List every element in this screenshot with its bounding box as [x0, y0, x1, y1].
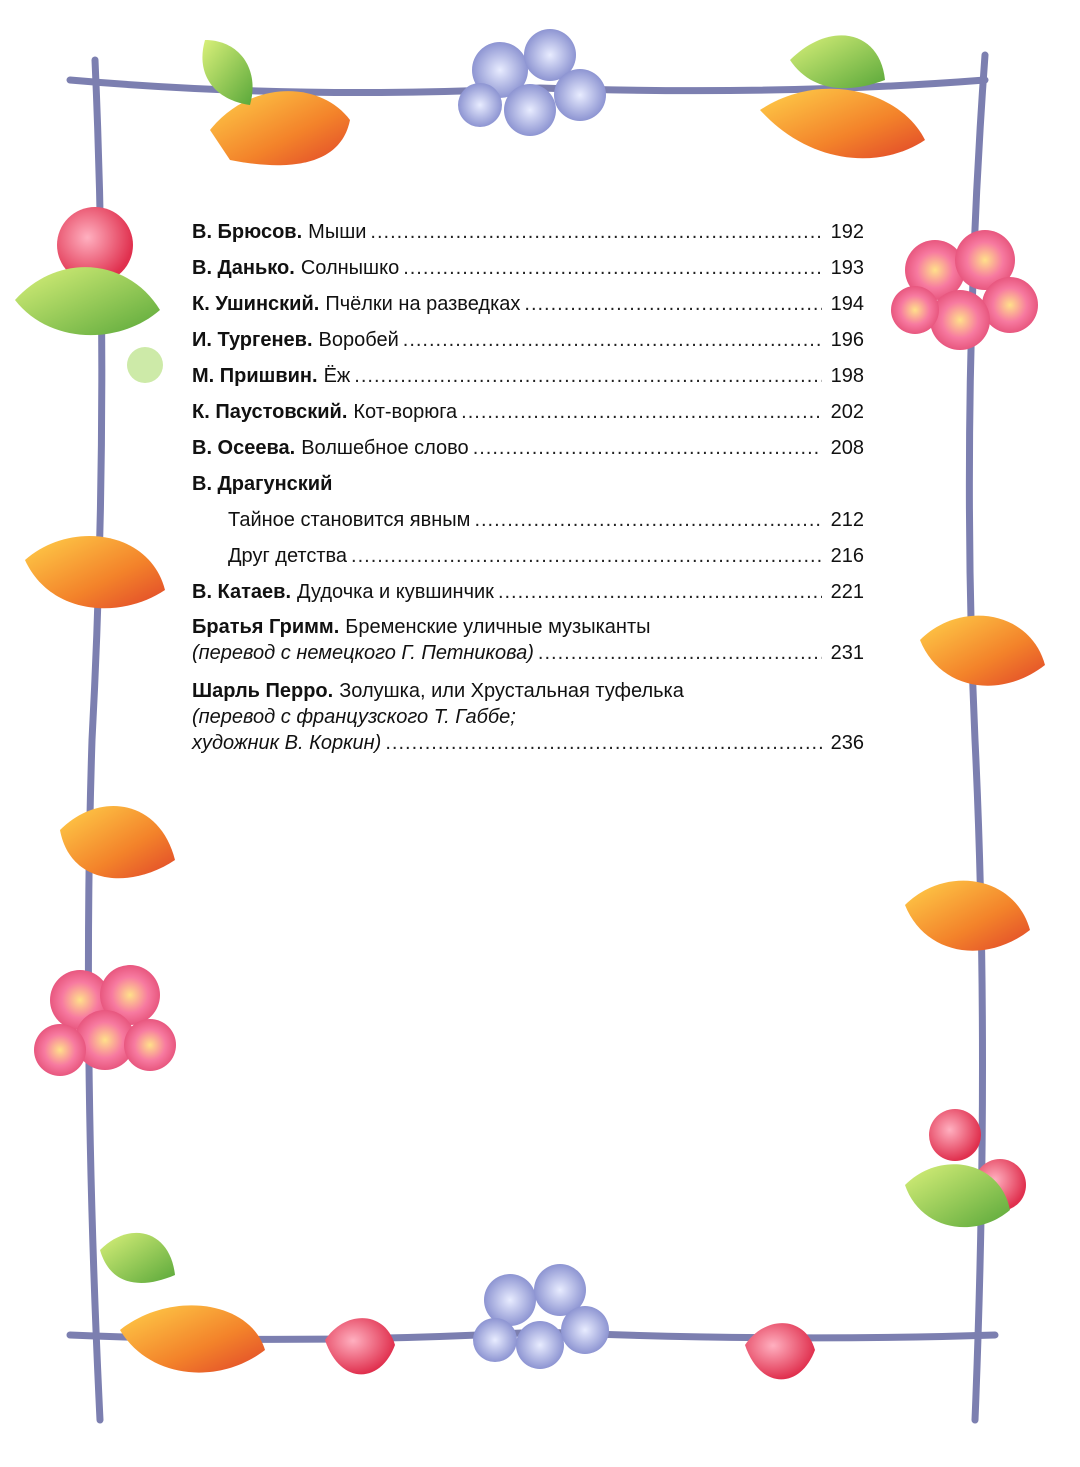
toc-author: Братья Гримм. [192, 616, 340, 638]
toc-illustrator-note: художник В. Коркин) [192, 732, 382, 754]
toc-work: Солнышко [300, 257, 400, 279]
toc-entry[interactable] [192, 574, 864, 610]
toc-note-line [192, 730, 864, 756]
toc-page-number: 208 [830, 437, 864, 459]
toc-entry[interactable] [192, 502, 864, 538]
dot-leader [473, 430, 822, 466]
toc-work: Кот-ворюга [353, 401, 458, 423]
toc-work: Тайное становится явным [228, 509, 471, 531]
toc-author: В. Брюсов. [192, 221, 303, 243]
dot-leader [474, 502, 822, 538]
toc-entry[interactable] [192, 250, 864, 286]
toc-author: М. Пришвин. [192, 365, 318, 387]
toc-author: Шарль Перро. [192, 680, 334, 702]
dot-leader [351, 538, 822, 574]
toc-work: Волшебное слово [301, 437, 469, 459]
table-of-contents [192, 214, 864, 756]
toc-work: Бременские уличные музыканты [345, 616, 651, 638]
toc-work: Ёж [323, 365, 351, 387]
toc-author: В. Драгунский [192, 473, 333, 495]
toc-page-number: 193 [830, 257, 864, 279]
toc-entry-multiline[interactable] [192, 678, 864, 756]
toc-author-heading [192, 466, 864, 502]
dot-leader [370, 214, 822, 250]
toc-entry[interactable] [192, 322, 864, 358]
toc-entry-multiline[interactable] [192, 614, 864, 666]
toc-work: Друг детства [228, 545, 348, 567]
toc-page-number: 216 [830, 545, 864, 567]
toc-author: К. Ушинский. [192, 293, 320, 315]
toc-note-line [192, 640, 864, 666]
toc-entry[interactable] [192, 430, 864, 466]
toc-author: В. Данько. [192, 257, 295, 279]
dot-leader [354, 358, 822, 394]
toc-entry[interactable] [192, 394, 864, 430]
toc-author: В. Катаев. [192, 581, 292, 603]
toc-title-line [192, 678, 864, 704]
toc-page-number: 198 [830, 365, 864, 387]
toc-page-number: 236 [830, 732, 864, 754]
dot-leader [403, 322, 822, 358]
dot-leader [538, 640, 822, 666]
toc-work: Золушка, или Хрустальная туфелька [339, 680, 684, 702]
toc-entry[interactable] [192, 538, 864, 574]
dot-leader [403, 250, 822, 286]
toc-author: И. Тургенев. [192, 329, 313, 351]
toc-translation-note: (перевод с немецкого Г. Петникова) [192, 642, 534, 664]
toc-translation-note: (перевод с французского Т. Габбе; [192, 706, 516, 728]
toc-page-number: 212 [830, 509, 864, 531]
toc-work: Воробей [318, 329, 399, 351]
dot-leader [498, 574, 822, 610]
toc-author: К. Паустовский. [192, 401, 348, 423]
dot-leader [385, 730, 822, 756]
toc-title-line [192, 614, 864, 640]
toc-work: Пчёлки на разведках [325, 293, 521, 315]
dot-leader [461, 394, 822, 430]
toc-page-number: 221 [830, 581, 864, 603]
toc-page-number: 192 [830, 221, 864, 243]
dot-leader [524, 286, 822, 322]
toc-work: Мыши [308, 221, 367, 243]
toc-page-number: 196 [830, 329, 864, 351]
toc-page-number: 194 [830, 293, 864, 315]
toc-author: В. Осеева. [192, 437, 296, 459]
toc-page-number: 231 [830, 642, 864, 664]
toc-work: Дудочка и кувшинчик [297, 581, 494, 603]
toc-entry[interactable] [192, 214, 864, 250]
toc-entry[interactable] [192, 286, 864, 322]
toc-page-number: 202 [830, 401, 864, 423]
toc-entry[interactable] [192, 358, 864, 394]
